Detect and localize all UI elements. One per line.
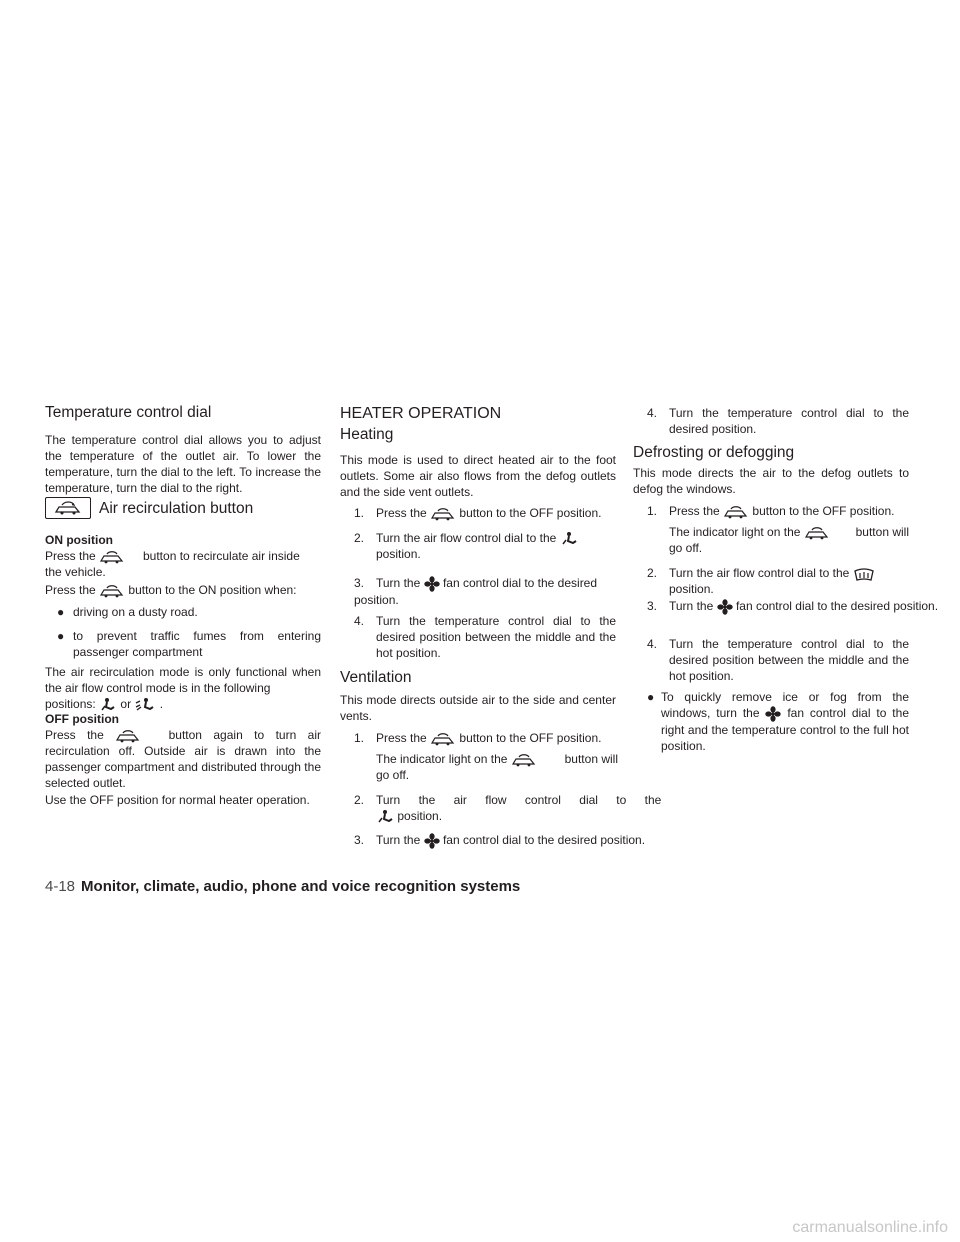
functional-text: The air recirculation mode is only functional when the air flow control mode is in the following bbox=[45, 665, 321, 695]
heating-step-1 bbox=[354, 505, 601, 521]
foot-defrost-icon bbox=[134, 697, 156, 713]
vent-step-2-cont bbox=[376, 808, 442, 825]
ventilation-heading: Ventilation bbox=[340, 669, 412, 686]
step-text-b: fan control dial to the desired position. bbox=[354, 576, 598, 607]
defrost-bullet: ● To quickly remove ice or fog from the windows, turn the fan control dial to the right and the temperature control to the full hot position. bbox=[647, 690, 909, 753]
step-text-a: Press the bbox=[669, 504, 720, 518]
step-text-d-1: button will bbox=[855, 525, 909, 539]
positions-label: positions: bbox=[45, 697, 96, 711]
air-recirculation-icon bbox=[430, 732, 456, 746]
defrost-step-4 bbox=[647, 636, 909, 684]
air-recirculation-icon bbox=[430, 507, 456, 521]
air-recirculation-icon bbox=[511, 753, 537, 767]
heating-step-4 bbox=[354, 613, 616, 661]
heating-heading: Heating bbox=[340, 426, 394, 443]
on-position-p2 bbox=[45, 582, 297, 598]
step-text-a: Press the bbox=[376, 506, 427, 520]
page-footer bbox=[45, 878, 520, 896]
step-text-b: button to the OFF position. bbox=[459, 731, 602, 745]
heating-intro: This mode is used to direct heated air to the foot outlets. Some air also flows from the defog outlets and the side vent outlets. bbox=[340, 453, 616, 499]
vent-step-1-cont bbox=[376, 751, 537, 767]
step-number: 1. bbox=[354, 731, 365, 745]
heating-step-2 bbox=[354, 530, 578, 547]
off-position-heading: OFF position bbox=[45, 712, 119, 726]
defrost-step-1-cont bbox=[669, 524, 830, 540]
fan-icon bbox=[424, 833, 440, 849]
step-text-a: Turn the air flow control dial to the bbox=[669, 566, 850, 580]
step-number: 3. bbox=[354, 576, 365, 590]
bullet-text-b: fan control dial to the right and the temperature control to the full hot position. bbox=[661, 706, 909, 753]
temperature-dial-heading: Temperature control dial bbox=[45, 404, 212, 421]
foot-vent-icon bbox=[560, 531, 578, 547]
on-p1-text-b-1: button to recirculate air inside bbox=[143, 549, 300, 563]
off-position-p1 bbox=[45, 727, 321, 791]
step-text-a: Turn the bbox=[376, 576, 421, 590]
on-p1-text-b-2: the vehicle. bbox=[45, 565, 106, 579]
on-p2-text-a: Press the bbox=[45, 583, 96, 597]
air-recirculation-icon bbox=[99, 550, 125, 564]
heating-step-3 bbox=[354, 575, 616, 608]
step-text: Turn the temperature control dial to the desired position. bbox=[669, 406, 909, 436]
fan-icon bbox=[424, 576, 440, 592]
on-p1-text-a: Press the bbox=[45, 549, 96, 563]
step-number: 4. bbox=[647, 406, 658, 420]
step-text-d-2: go off. bbox=[376, 768, 410, 782]
fan-icon bbox=[717, 599, 733, 615]
step-text-b: position. bbox=[376, 547, 421, 561]
step-text-a: Press the bbox=[376, 731, 427, 745]
foot-vent-icon bbox=[376, 809, 394, 825]
step-number: 4. bbox=[354, 614, 365, 628]
vent-step-3 bbox=[354, 832, 645, 849]
air-recirculation-icon bbox=[45, 497, 91, 519]
step-text-a: Turn the air flow control dial to the bbox=[376, 531, 557, 545]
off-p1-text-a: Press the bbox=[45, 728, 104, 742]
step-text-b: fan control dial to the desired position. bbox=[735, 599, 939, 613]
defrost-step-1 bbox=[647, 503, 894, 519]
bullet-text-a: To quickly remove ice or fog from the windows, turn the bbox=[661, 690, 909, 720]
or-text: or bbox=[120, 697, 132, 711]
step-number: 2. bbox=[647, 566, 658, 580]
step-number: 1. bbox=[647, 504, 658, 518]
chapter-title: Monitor, climate, audio, phone and voice recognition systems bbox=[81, 878, 521, 895]
step-text-b: fan control dial to the desired position. bbox=[442, 833, 646, 847]
heating-step-4-cont bbox=[647, 405, 909, 437]
recirc-heading: Air recirculation button bbox=[99, 499, 254, 517]
vent-step-1 bbox=[354, 730, 601, 746]
step-text-b: position. bbox=[397, 809, 443, 823]
step-number: 1. bbox=[354, 506, 365, 520]
step-text-d-1: button will bbox=[564, 752, 618, 766]
defrost-intro: This mode directs the air to the defog outlets to defog the windows. bbox=[633, 466, 909, 496]
recirc-heading-row bbox=[45, 497, 253, 519]
step-text-a: Turn the air flow control dial to the bbox=[376, 793, 662, 807]
heater-operation-heading: HEATER OPERATION bbox=[340, 405, 502, 422]
step-text-a: Turn the bbox=[376, 833, 421, 847]
step-text-c: The indicator light on the bbox=[376, 752, 508, 766]
on-position-heading: ON position bbox=[45, 533, 113, 547]
defrost-step-3 bbox=[647, 598, 938, 615]
bullet-text: driving on a dusty road. bbox=[73, 605, 198, 619]
step-text-b: button to the OFF position. bbox=[752, 504, 895, 518]
air-recirculation-icon bbox=[723, 505, 749, 519]
period: . bbox=[159, 697, 164, 711]
page-number: 4-18 bbox=[45, 878, 76, 895]
off-position-p2: Use the OFF position for normal heater operation. bbox=[45, 793, 310, 807]
step-text-a: Turn the bbox=[669, 599, 714, 613]
bullet-text: to prevent traffic fumes from entering passenger compartment bbox=[73, 629, 321, 659]
step-text-b: position. bbox=[669, 582, 714, 596]
bullet-item: ● to prevent traffic fumes from entering passenger compartment bbox=[57, 629, 321, 659]
fan-icon bbox=[765, 706, 781, 722]
on-p2-text-b: button to the ON position when: bbox=[128, 583, 297, 597]
step-number: 2. bbox=[354, 531, 365, 545]
watermark: carmanualsonline.info bbox=[792, 1219, 948, 1236]
step-text-b: button to the OFF position. bbox=[459, 506, 602, 520]
step-number: 4. bbox=[647, 637, 658, 651]
step-text-d-2: go off. bbox=[669, 541, 703, 555]
step-text-c: The indicator light on the bbox=[669, 525, 801, 539]
step-number: 3. bbox=[354, 833, 365, 847]
air-recirculation-icon bbox=[804, 526, 830, 540]
off-p1-text-b: button again to turn air recirculation off. Outside air is drawn into the passenger compartment and distributed through the selected outlet. bbox=[45, 728, 321, 790]
bullet-item: ● driving on a dusty road. bbox=[57, 605, 198, 619]
vent-step-2 bbox=[354, 792, 662, 808]
air-recirculation-icon bbox=[115, 729, 157, 743]
step-text-a: Turn the temperature control dial to the desired position between the middle and the hot position. bbox=[669, 637, 909, 683]
step-number: 2. bbox=[354, 793, 365, 807]
temperature-dial-intro: The temperature control dial allows you to adjust the temperature of the outlet air. To lower the temperature, turn the dial to the left. To increase the temperature, turn the dial to the right. bbox=[45, 433, 321, 495]
step-text-a: Turn the temperature control dial to the desired position between the middle and the hot position. bbox=[376, 614, 616, 660]
air-recirculation-icon bbox=[99, 584, 125, 598]
step-number: 3. bbox=[647, 599, 658, 613]
defrost-step-2 bbox=[647, 565, 875, 582]
defrost-heading: Defrosting or defogging bbox=[633, 444, 795, 461]
ventilation-intro: This mode directs outside air to the side and center vents. bbox=[340, 693, 616, 723]
windshield-defrost-icon bbox=[853, 566, 875, 582]
